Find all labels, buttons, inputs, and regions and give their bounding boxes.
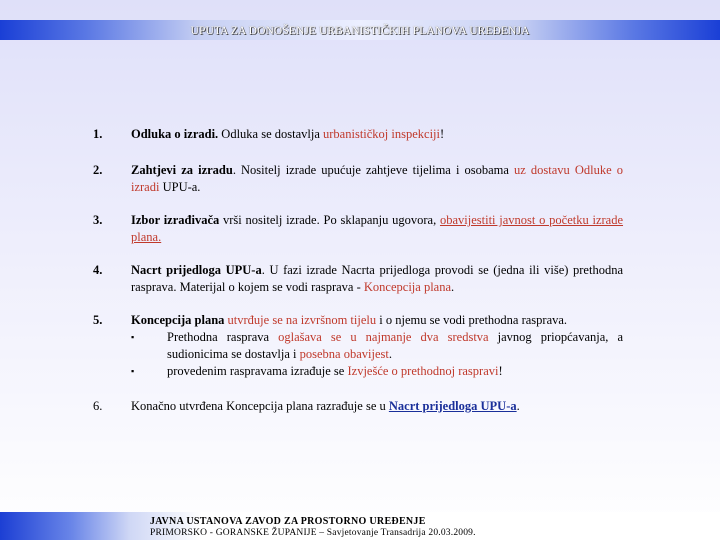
item-highlight: Koncepcija plana — [363, 280, 452, 294]
item-lead: Izbor izrađivača — [131, 213, 220, 227]
item-end: UPU-a. — [159, 180, 201, 194]
item-highlight: urbanističkoj inspekciji — [323, 127, 441, 141]
item-end: . — [516, 399, 520, 413]
sub-text: . — [388, 347, 392, 361]
sub-item — [131, 363, 623, 380]
item-number: 6. — [93, 399, 103, 413]
sub-highlight: Izvješće o prethodnoj raspravi — [347, 364, 499, 378]
sub-item — [131, 329, 623, 363]
item-text — [131, 262, 623, 296]
item-body: Odluka se dostavlja — [218, 127, 324, 141]
footer-line-2: PRIMORSKO - GORANSKE ŽUPANIJE – Savjetovanje Transadrija 20.03.2009. — [150, 528, 476, 538]
item-text — [131, 162, 623, 196]
item-body: . U fazi izrade Nacrta prijedloga provodi se (jedna ili više) prethodna rasprava. Materijal o kojem se vodi rasprava - — [131, 263, 623, 294]
item-number: 5. — [93, 313, 103, 327]
item-body: . Nositelj izrade upućuje zahtjeve tijelima i osobama — [232, 163, 515, 177]
title-bar — [0, 20, 720, 40]
bullet-icon: ▪ — [131, 332, 135, 342]
item-text — [131, 312, 623, 380]
sub-text: javnog priopćavanja, a sudionicima se dostavlja i — [167, 330, 623, 361]
footer-line-1: JAVNA USTANOVA ZAVOD ZA PROSTORNO UREĐENJE — [150, 516, 426, 527]
nacrt-link[interactable]: Nacrt prijedloga UPU-a — [388, 399, 517, 413]
bullet-icon: ▪ — [131, 366, 135, 376]
item-lead: Zahtjevi za izradu — [131, 163, 233, 177]
item-text — [131, 398, 623, 415]
sub-highlight: posebna obavijest — [299, 347, 389, 361]
item-number: 3. — [93, 213, 103, 227]
item-text — [131, 212, 623, 246]
item-text — [131, 126, 623, 143]
item-lead: Koncepcija plana — [131, 313, 225, 327]
item-body: i o njemu se vodi prethodna rasprava. — [376, 313, 568, 327]
item-body: Konačno utvrđena Koncepcija plana razrađuje se u — [131, 399, 389, 413]
item-number: 4. — [93, 263, 103, 277]
item-lead: Odluka o izradi. — [131, 127, 219, 141]
item-end: . — [451, 280, 455, 294]
sub-highlight: oglašava se u najmanje dva sredstva — [278, 330, 489, 344]
sub-text: Prethodna rasprava — [167, 330, 279, 344]
item-body: vrši nositelj izrade. Po sklapanju ugovora, — [219, 213, 440, 227]
item-number: 1. — [93, 127, 103, 141]
page-title: UPUTA ZA DONOŠENJE URBANISTIČKIH PLANOVA UREĐENJA — [190, 25, 530, 37]
footer-bar — [0, 512, 720, 540]
item-end: ! — [440, 127, 445, 141]
item-number: 2. — [93, 163, 103, 177]
sub-text: provedenim raspravama izrađuje se — [167, 364, 348, 378]
item-highlight-link[interactable]: obavijestiti javnost o početku izrade plana. — [131, 213, 624, 244]
sub-text: ! — [498, 364, 503, 378]
item-lead: Nacrt prijedloga UPU-a — [131, 263, 262, 277]
item-highlight: uz dostavu Odluke o izradi — [131, 163, 623, 194]
item-highlight: utvrđuje se na izvršnom tijelu — [224, 313, 377, 327]
